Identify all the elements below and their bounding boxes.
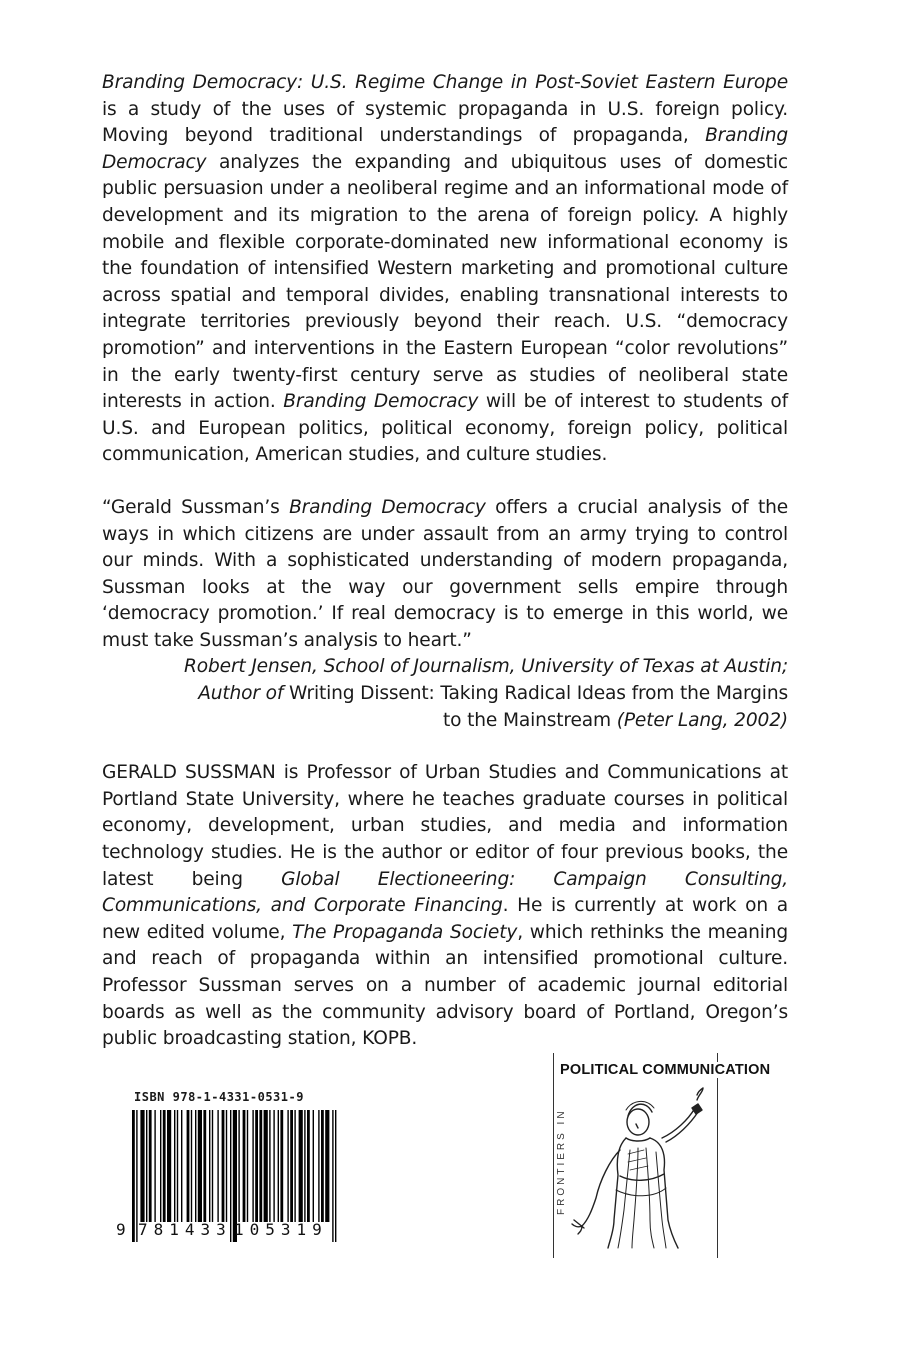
barcode-bar — [321, 1110, 324, 1222]
barcode-bar — [290, 1110, 293, 1222]
quote-text: “Gerald Sussman’s — [102, 496, 290, 518]
series-logo-vertical-text: FRONTIERS IN — [556, 1108, 567, 1215]
barcode-bar — [191, 1110, 192, 1222]
series-logo-title: POLITICAL COMMUNICATION — [560, 1062, 771, 1078]
endorsement-attribution — [102, 654, 788, 734]
barcode-bar — [269, 1110, 270, 1222]
barcode-bar — [209, 1110, 210, 1222]
barcode-bar — [247, 1110, 248, 1222]
barcode-bar — [280, 1110, 283, 1222]
attribution-author-of: Author of — [198, 683, 290, 705]
bio-book-title: The Propaganda Society — [292, 921, 518, 943]
barcode-bar — [132, 1110, 135, 1242]
barcode-bar — [217, 1110, 218, 1222]
barcode-bar — [335, 1110, 336, 1242]
barcode-bar — [243, 1110, 246, 1222]
barcode-bar — [177, 1110, 178, 1222]
barcode-bar — [195, 1110, 196, 1222]
barcode-bar — [149, 1110, 152, 1222]
barcode-bar — [304, 1110, 305, 1222]
isbn-barcode — [116, 1090, 338, 1270]
barcode-bar — [203, 1110, 206, 1222]
barcode-bar — [160, 1110, 161, 1222]
attribution-publisher: (Peter Lang, 2002) — [616, 709, 788, 731]
barcode-bar — [187, 1110, 190, 1222]
barcode-digit-first: 9 — [116, 1220, 126, 1239]
barcode-bar — [313, 1110, 314, 1222]
barcode-digits-right: 105319 — [234, 1220, 328, 1239]
barcode-bar — [222, 1110, 225, 1222]
barcode-bar — [198, 1110, 202, 1222]
book-title-short: Branding Democracy — [283, 391, 479, 413]
statue-of-liberty-figure-icon — [570, 1080, 720, 1255]
bio-book-title: Global Electioneering: Campaign Consulting, Communications, and Corporate Financing — [102, 868, 788, 917]
barcode-bar — [140, 1110, 144, 1222]
barcode-bar — [294, 1110, 295, 1222]
barcode-bar — [332, 1110, 333, 1242]
barcode-bar — [252, 1110, 253, 1222]
bio-text: . He is currently at work on a new edited volume, — [102, 895, 788, 943]
barcode-bar — [299, 1110, 303, 1222]
description-text: is a study of the uses of systemic propaganda in U.S. foreign policy. Moving beyond traditional understandings of propaganda, — [102, 98, 788, 147]
barcode-bar — [273, 1110, 274, 1222]
barcode-bar — [238, 1110, 239, 1222]
barcode-bar — [181, 1110, 182, 1222]
description-text: analyzes the expanding and ubiquitous uses of domestic public persuasion under a neoliberal regime and an informational mode of development and its migration to the arena of foreign policy. A highly mobile and flexible corporate-dominated new informational economy is the foundation of intensified Western marketing and promotional culture across spatial and temporal divides, enabling transnational interests to integrate territories previously beyond their reach. U.S. “democracy promotion” and interventions in the Eastern European “color revolutions” in the early twenty-first century serve as studies of neoliberal state interests in action. — [102, 151, 788, 413]
barcode-bar — [163, 1110, 166, 1222]
barcode-bar — [325, 1110, 329, 1222]
bio-text: , which rethinks the meaning and reach of propaganda within an intensified promotional culture. Professor Sussman serves on a number of academic journal editorial boards as well as the community advisory board of Portland, Oregon’s public broadcasting station, KOPB. — [102, 921, 789, 1050]
back-cover-text — [102, 70, 788, 1053]
barcode-bar — [226, 1110, 227, 1222]
barcode-bar — [287, 1110, 288, 1222]
barcode-bar — [154, 1110, 155, 1222]
bio-text: GERALD SUSSMAN is Professor of Urban Studies and Communications at Portland State University, where he teaches graduate courses in political economy, development, urban studies, and media and information technology studies. He is the author or editor of four previous books, the latest being — [102, 762, 788, 890]
book-description — [102, 70, 788, 469]
barcode-bar — [264, 1110, 268, 1222]
quote-text: offers a crucial analysis of the ways in which citizens are under assault from an army trying to control our minds. With a sophisticated understanding of modern propaganda, Sussman looks at the way our government sells empire through ‘democracy promotion.’ If real democracy is to emerge in this world, we must take Sussman’s analysis to heart.” — [102, 496, 789, 651]
barcode-bar — [146, 1110, 147, 1222]
book-title-short: Branding Democracy — [102, 125, 788, 173]
isbn-label: ISBN 978-1-4331-0531-9 — [134, 1090, 304, 1104]
book-title-full: Branding Democracy: U.S. Regime Change in Post-Soviet Eastern Europe — [102, 72, 788, 93]
barcode-digits-left: 781433 — [138, 1220, 232, 1239]
barcode-bar — [318, 1110, 319, 1222]
attribution-book-title: Writing Dissent: Taking Radical Ideas from the Margins — [289, 683, 788, 705]
barcode-bar — [307, 1110, 310, 1222]
barcode-bar — [278, 1110, 279, 1222]
barcode-bar — [259, 1110, 262, 1222]
barcode-bar — [167, 1110, 171, 1222]
endorsement-quote — [102, 495, 788, 655]
author-bio — [102, 760, 788, 1053]
barcode-bar — [255, 1110, 258, 1222]
barcode-bar — [174, 1110, 175, 1222]
attribution-name: Robert Jensen, School of Journalism, University of Texas at Austin; — [184, 656, 788, 678]
attribution-book-title: to the Mainstream — [443, 709, 617, 731]
barcode-bar — [212, 1110, 213, 1222]
book-title-short: Branding Democracy — [289, 496, 486, 518]
description-text: will be of interest to students of U.S. and European politics, political economy, foreign policy, political communication, American studies, and culture studies. — [102, 391, 788, 466]
